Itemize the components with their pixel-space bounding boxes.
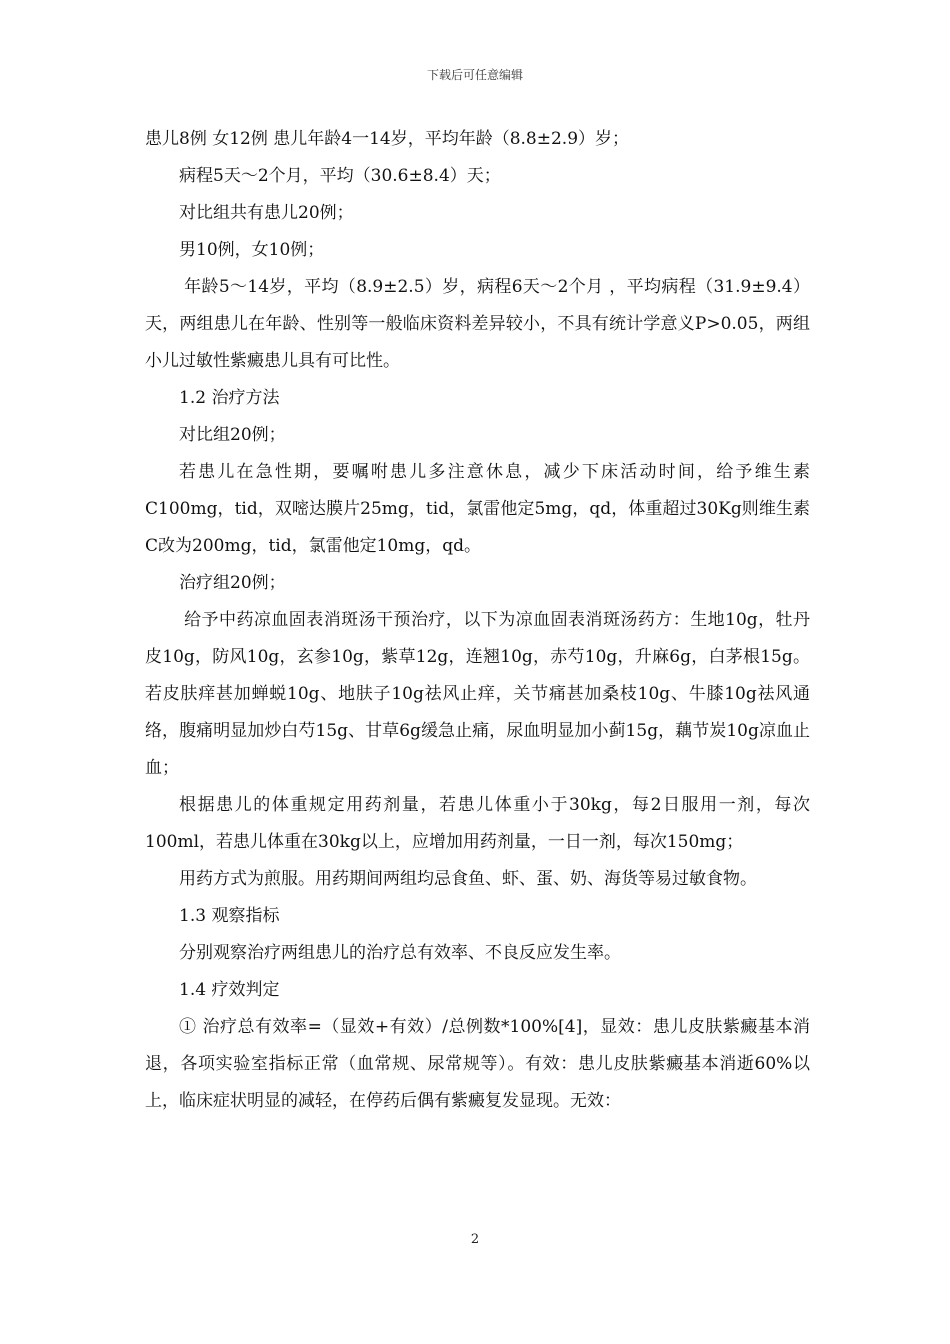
section-heading-observation-indicators: 1.3 观察指标 — [179, 906, 280, 926]
paragraph-disease-course: 病程5天～2个月，平均（30.6±8.4）天； — [179, 166, 501, 186]
paragraph-control-age-comparability: 年龄5～14岁，平均（8.9±2.5）岁，病程6天～2个月 ，平均病程（31.9±9.4）天，两组患儿在年龄、性别等一般临床资料差异较小，不具有统计学意义P>0.05，两组小儿过敏性紫癜患儿具有可比性。 — [145, 277, 810, 371]
section-heading-treatment-method: 1.2 治疗方法 — [179, 388, 280, 408]
page-header: 下载后可任意编辑 — [426, 68, 523, 82]
paragraph-control-treatment: 若患儿在急性期，要嘱咐患儿多注意休息，减少下床活动时间，给予维生素C100mg，tid，双嘧达膜片25mg，tid，氯雷他定5mg，qd，体重超过30Kg则维生素C改为200mg，tid，氯雷他定10mg，qd。 — [145, 462, 810, 556]
paragraph-administration: 用药方式为煎服。用药期间两组均忌食鱼、虾、蛋、奶、海货等易过敏食物。 — [179, 869, 757, 889]
paragraph-herbal-prescription: 给予中药凉血固表消斑汤干预治疗，以下为凉血固表消斑汤药方：生地10g，牡丹皮10g，防风10g，玄参10g，紫草12g，连翘10g，赤芍10g，升麻6g，白茅根15g。若皮肤痒甚加蝉蜕10g、地肤子10g祛风止痒，关节痛甚加桑枝10g、牛膝10g祛风通络，腹痛明显加炒白芍15g、甘草6g缓急止痛，尿血明显加小蓟15g，藕节炭10g凉血止血； — [145, 610, 810, 778]
paragraph-patient-count: 患儿8例 女12例 患儿年龄4一14岁，平均年龄（8.8±2.9）岁； — [145, 129, 630, 149]
paragraph-control-group-label: 对比组20例； — [179, 425, 286, 445]
paragraph-treatment-group-label: 治疗组20例； — [179, 573, 286, 593]
paragraph-control-gender: 男10例，女10例； — [179, 240, 325, 260]
section-heading-efficacy-criteria: 1.4 疗效判定 — [179, 980, 280, 1000]
page-number: 2 — [470, 1232, 480, 1247]
paragraph-observation: 分别观察治疗两组患儿的治疗总有效率、不良反应发生率。 — [179, 943, 621, 963]
document-body — [145, 121, 810, 1120]
paragraph-efficacy-definition: ① 治疗总有效率=（显效+有效）/总例数*100%[4]，显效：患儿皮肤紫癜基本消退，各项实验室指标正常（血常规、尿常规等）。有效：患儿皮肤紫癜基本消逝60%以上，临床症状明显的减轻，在停药后偶有紫癜复发显现。无效： — [145, 1017, 810, 1111]
paragraph-control-group-count: 对比组共有患儿20例； — [179, 203, 354, 223]
paragraph-dosage: 根据患儿的体重规定用药剂量，若患儿体重小于30kg，每2日服用一剂，每次100ml，若患儿体重在30kg以上，应增加用药剂量，一日一剂，每次150mg； — [145, 795, 810, 852]
